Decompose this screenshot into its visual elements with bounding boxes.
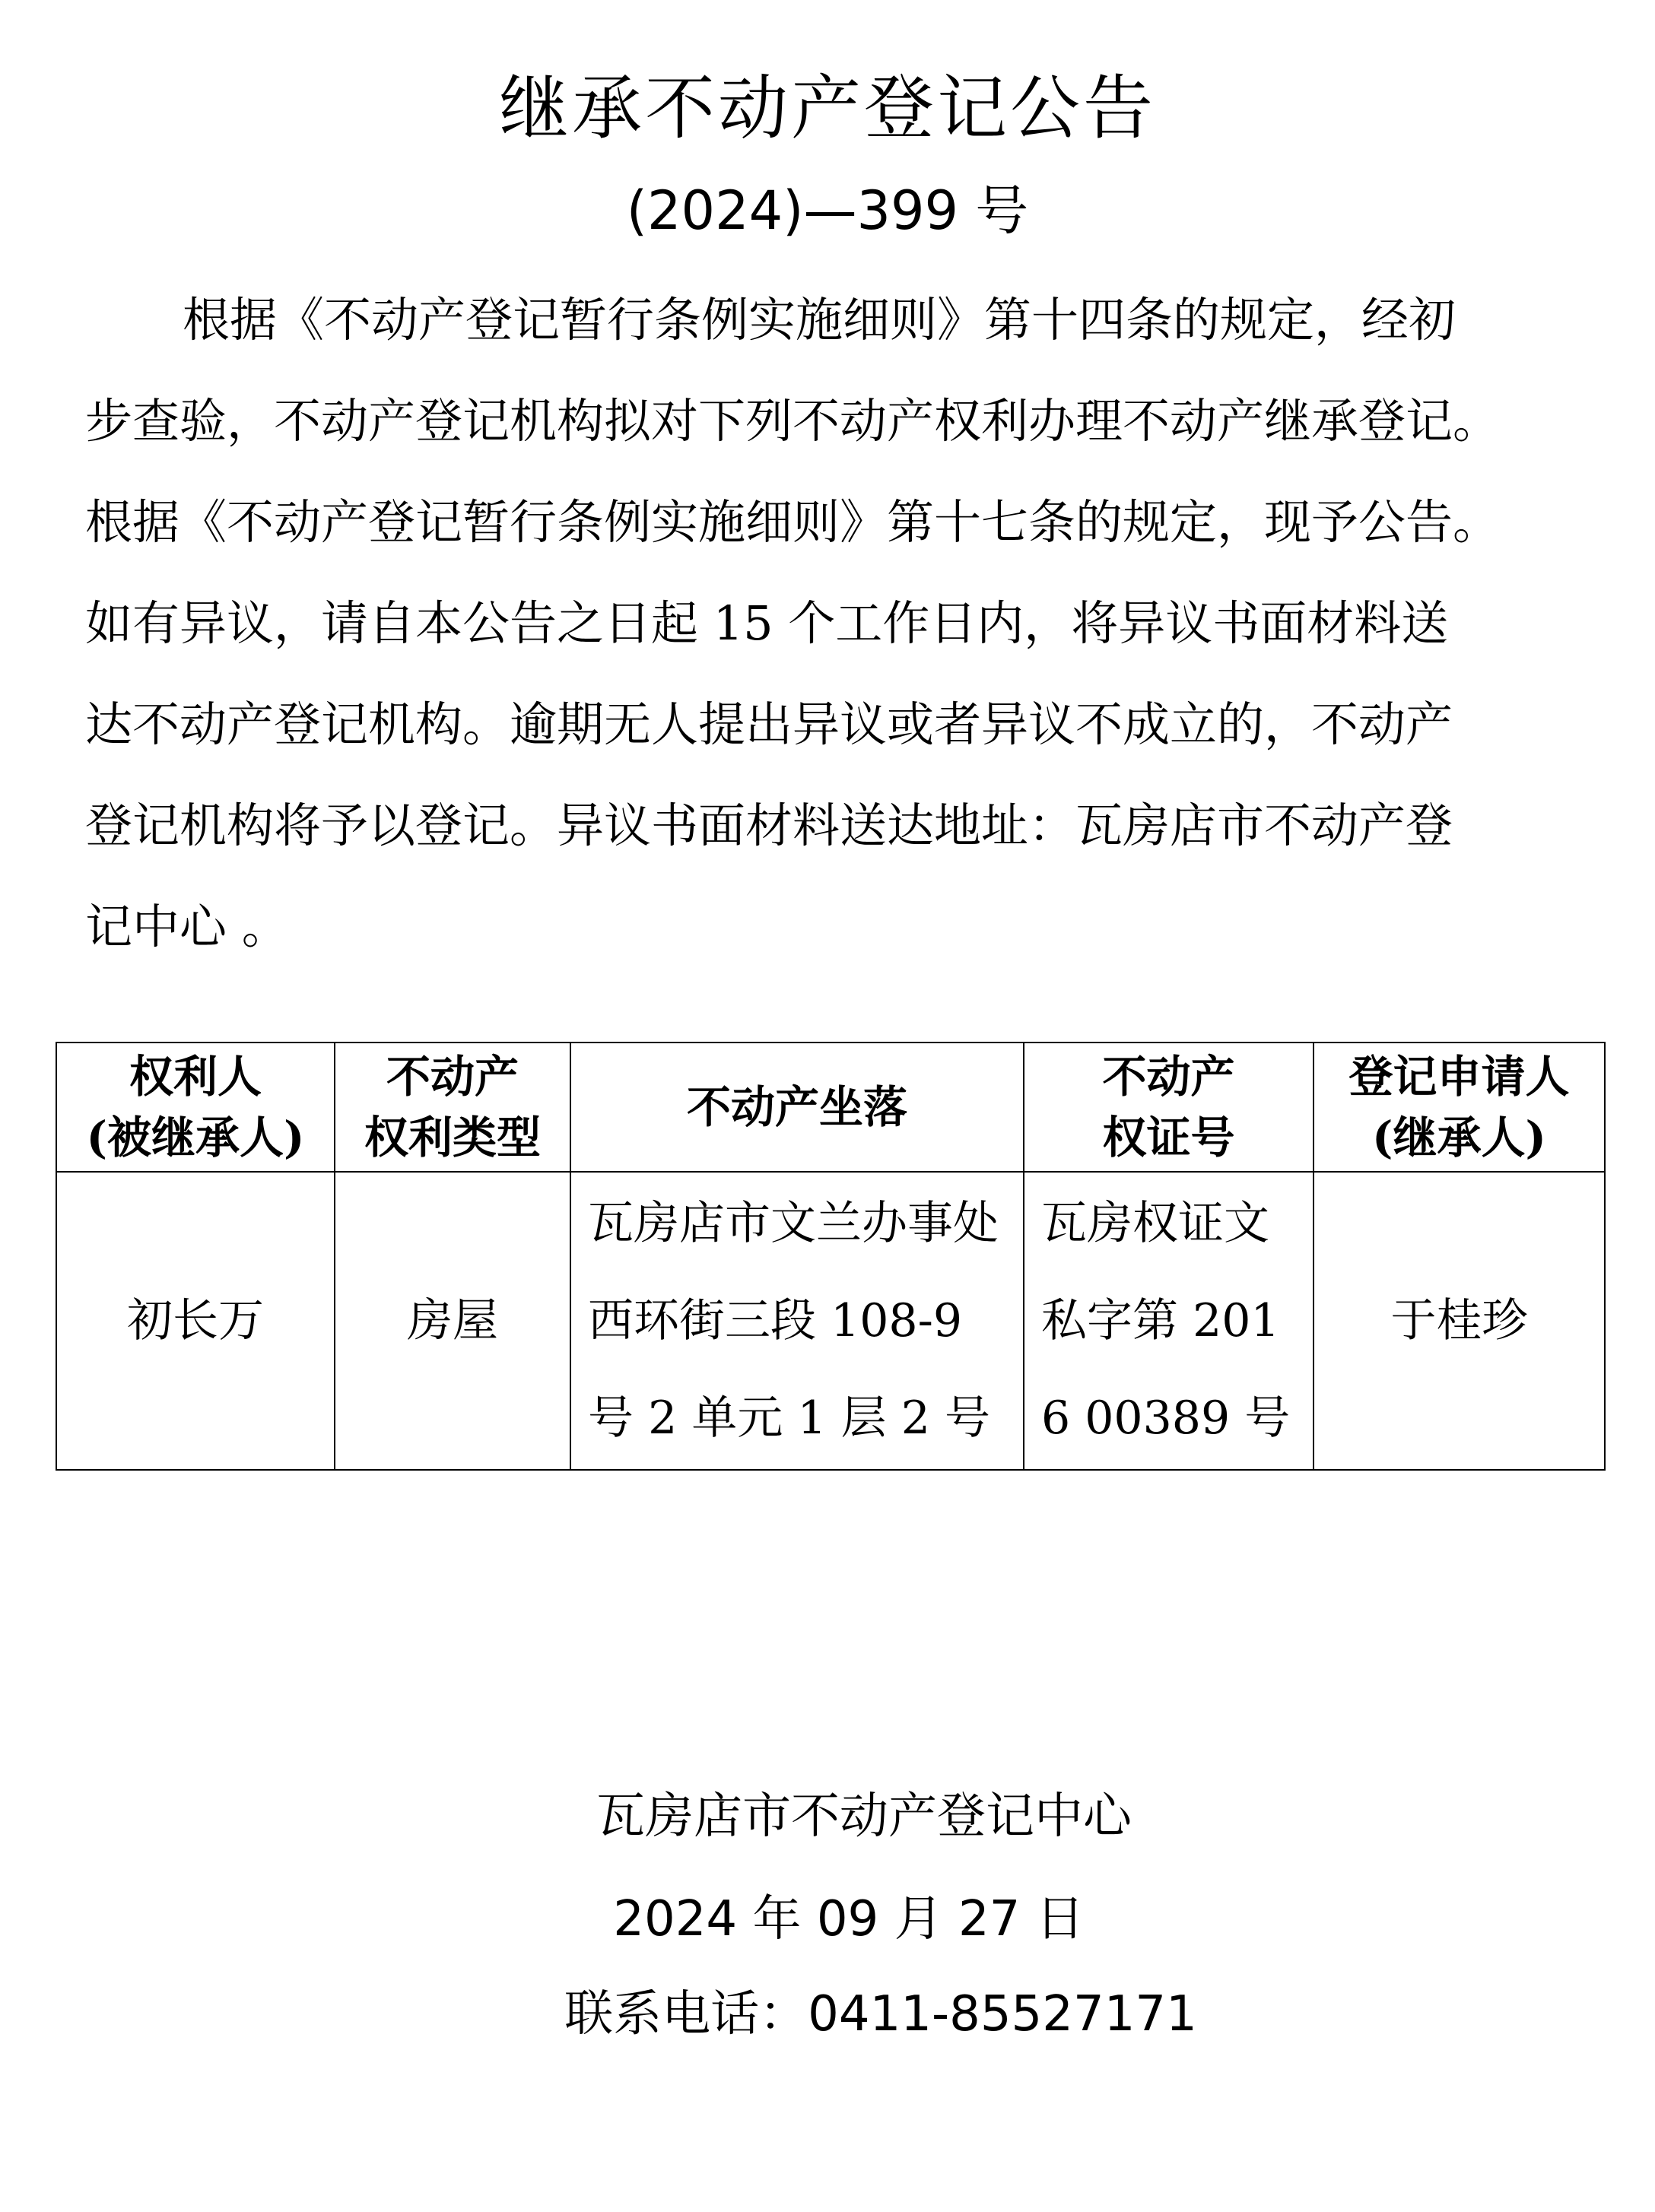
cell-right-type: 房屋 bbox=[335, 1172, 570, 1470]
header-applicant-line2: (继承人) bbox=[1372, 1112, 1546, 1163]
body-line-2: 步查验，不动产登记机构拟对下列不动产权利办理不动产继承登记。 bbox=[85, 393, 1501, 449]
header-certificate-line2: 权证号 bbox=[1102, 1112, 1235, 1163]
header-certificate-line1: 不动产 bbox=[1102, 1051, 1235, 1103]
header-owner-line2: (被继承人) bbox=[86, 1112, 305, 1163]
body-line-7: 记中心 。 bbox=[85, 899, 289, 954]
header-applicant bbox=[1314, 1043, 1605, 1172]
cell-applicant: 于桂珍 bbox=[1314, 1172, 1605, 1470]
footer-organization: 瓦房店市不动产登记中心 bbox=[596, 1788, 1132, 1845]
body-line-5: 达不动产登记机构。逾期无人提出异议或者异议不成立的，不动产 bbox=[85, 697, 1453, 752]
body-line-3: 根据《不动产登记暂行条例实施细则》第十七条的规定，现予公告。 bbox=[85, 494, 1501, 550]
notice-title: 继承不动产登记公告 bbox=[498, 68, 1156, 149]
cell-location: 瓦房店市文兰办事处西环街三段 108-9 号 2 单元 1 层 2 号 bbox=[570, 1172, 1024, 1470]
header-location-line1: 不动产坐落 bbox=[686, 1081, 907, 1133]
header-owner-line1: 权利人 bbox=[129, 1051, 262, 1103]
header-right-type-line1: 不动产 bbox=[386, 1051, 519, 1103]
header-owner bbox=[56, 1043, 335, 1172]
body-line-6: 登记机构将予以登记。异议书面材料送达地址：瓦房店市不动产登 bbox=[85, 798, 1453, 853]
header-applicant-line1: 登记申请人 bbox=[1348, 1051, 1570, 1103]
body-line-4: 如有异议，请自本公告之日起 15 个工作日内，将异议书面材料送 bbox=[85, 595, 1449, 651]
notice-number: (2024)—399 号 bbox=[626, 179, 1029, 242]
header-certificate bbox=[1024, 1043, 1314, 1172]
header-right-type-line2: 权利类型 bbox=[364, 1112, 541, 1163]
table-row bbox=[56, 1172, 1605, 1470]
header-right-type bbox=[335, 1043, 570, 1172]
footer-date: 2024 年 09 月 27 日 bbox=[613, 1891, 1085, 1947]
body-line-1: 根据《不动产登记暂行条例实施细则》第十四条的规定，经初 bbox=[183, 292, 1456, 348]
cell-certificate: 瓦房权证文私字第 2016 00389 号 bbox=[1024, 1172, 1314, 1470]
footer-phone: 联系电话：0411-85527171 bbox=[564, 1986, 1197, 2042]
table-header-row bbox=[56, 1043, 1605, 1172]
header-location bbox=[570, 1043, 1024, 1172]
cell-owner: 初长万 bbox=[56, 1172, 335, 1470]
registration-table bbox=[56, 1042, 1606, 1471]
